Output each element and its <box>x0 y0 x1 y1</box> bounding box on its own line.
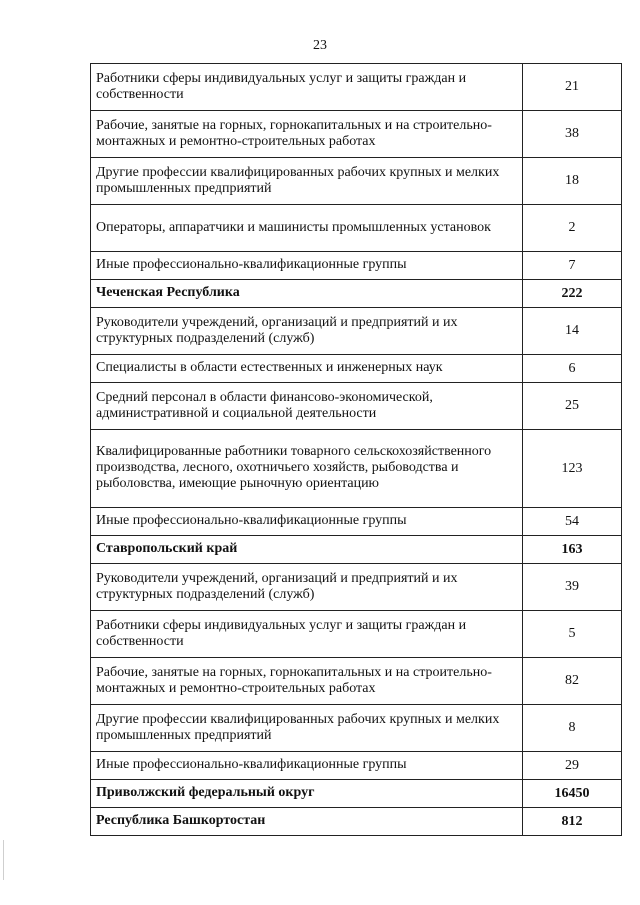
table-row <box>91 205 622 252</box>
row-value: 18 <box>523 158 622 205</box>
row-label: Операторы, аппаратчики и машинисты промышленных установок <box>91 205 523 252</box>
table-row <box>91 752 622 780</box>
region-total: 812 <box>523 808 622 836</box>
region-name: Чеченская Республика <box>91 280 523 308</box>
region-total: 222 <box>523 280 622 308</box>
row-label: Другие профессии квалифицированных рабочих крупных и мелких промышленных предприятий <box>91 158 523 205</box>
row-label: Специалисты в области естественных и инженерных наук <box>91 355 523 383</box>
region-row <box>91 536 622 564</box>
row-label: Рабочие, занятые на горных, горнокапитальных и на строительно-монтажных и ремонтно-строительных работах <box>91 111 523 158</box>
row-value: 82 <box>523 658 622 705</box>
row-label: Иные профессионально-квалификационные группы <box>91 752 523 780</box>
table-row <box>91 705 622 752</box>
row-value: 5 <box>523 611 622 658</box>
region-total: 163 <box>523 536 622 564</box>
region-row <box>91 280 622 308</box>
table-row <box>91 111 622 158</box>
row-value: 29 <box>523 752 622 780</box>
row-label: Рабочие, занятые на горных, горнокапитальных и на строительно-монтажных и ремонтно-строительных работах <box>91 658 523 705</box>
region-row <box>91 780 622 808</box>
row-value: 8 <box>523 705 622 752</box>
region-name: Республика Башкортостан <box>91 808 523 836</box>
row-value: 39 <box>523 564 622 611</box>
row-value: 6 <box>523 355 622 383</box>
row-value: 21 <box>523 64 622 111</box>
region-name: Ставропольский край <box>91 536 523 564</box>
table-row <box>91 158 622 205</box>
row-value: 7 <box>523 252 622 280</box>
table-row <box>91 430 622 508</box>
region-total: 16450 <box>523 780 622 808</box>
row-label: Руководители учреждений, организаций и предприятий и их структурных подразделений (служб) <box>91 308 523 355</box>
table-row <box>91 508 622 536</box>
table-row <box>91 383 622 430</box>
table-row <box>91 564 622 611</box>
row-label: Средний персонал в области финансово-экономической, административной и социальной деятельности <box>91 383 523 430</box>
table-row <box>91 252 622 280</box>
row-label: Работники сферы индивидуальных услуг и защиты граждан и собственности <box>91 611 523 658</box>
scan-edge-mark <box>3 840 4 880</box>
row-value: 54 <box>523 508 622 536</box>
row-value: 38 <box>523 111 622 158</box>
table-row <box>91 308 622 355</box>
row-label: Квалифицированные работники товарного сельскохозяйственного производства, лесного, охотничьего хозяйств, рыбоводства и рыболовства, имеющие рыночную ориентацию <box>91 430 523 508</box>
data-table <box>90 63 622 836</box>
row-value: 2 <box>523 205 622 252</box>
row-value: 123 <box>523 430 622 508</box>
table-row <box>91 611 622 658</box>
region-row <box>91 808 622 836</box>
region-name: Приволжский федеральный округ <box>91 780 523 808</box>
row-label: Иные профессионально-квалификационные группы <box>91 252 523 280</box>
row-value: 25 <box>523 383 622 430</box>
row-label: Другие профессии квалифицированных рабочих крупных и мелких промышленных предприятий <box>91 705 523 752</box>
page-number: 23 <box>313 38 327 53</box>
row-value: 14 <box>523 308 622 355</box>
row-label: Работники сферы индивидуальных услуг и защиты граждан и собственности <box>91 64 523 111</box>
row-label: Руководители учреждений, организаций и предприятий и их структурных подразделений (служб) <box>91 564 523 611</box>
row-label: Иные профессионально-квалификационные группы <box>91 508 523 536</box>
table-row <box>91 64 622 111</box>
table-row <box>91 658 622 705</box>
table-row <box>91 355 622 383</box>
